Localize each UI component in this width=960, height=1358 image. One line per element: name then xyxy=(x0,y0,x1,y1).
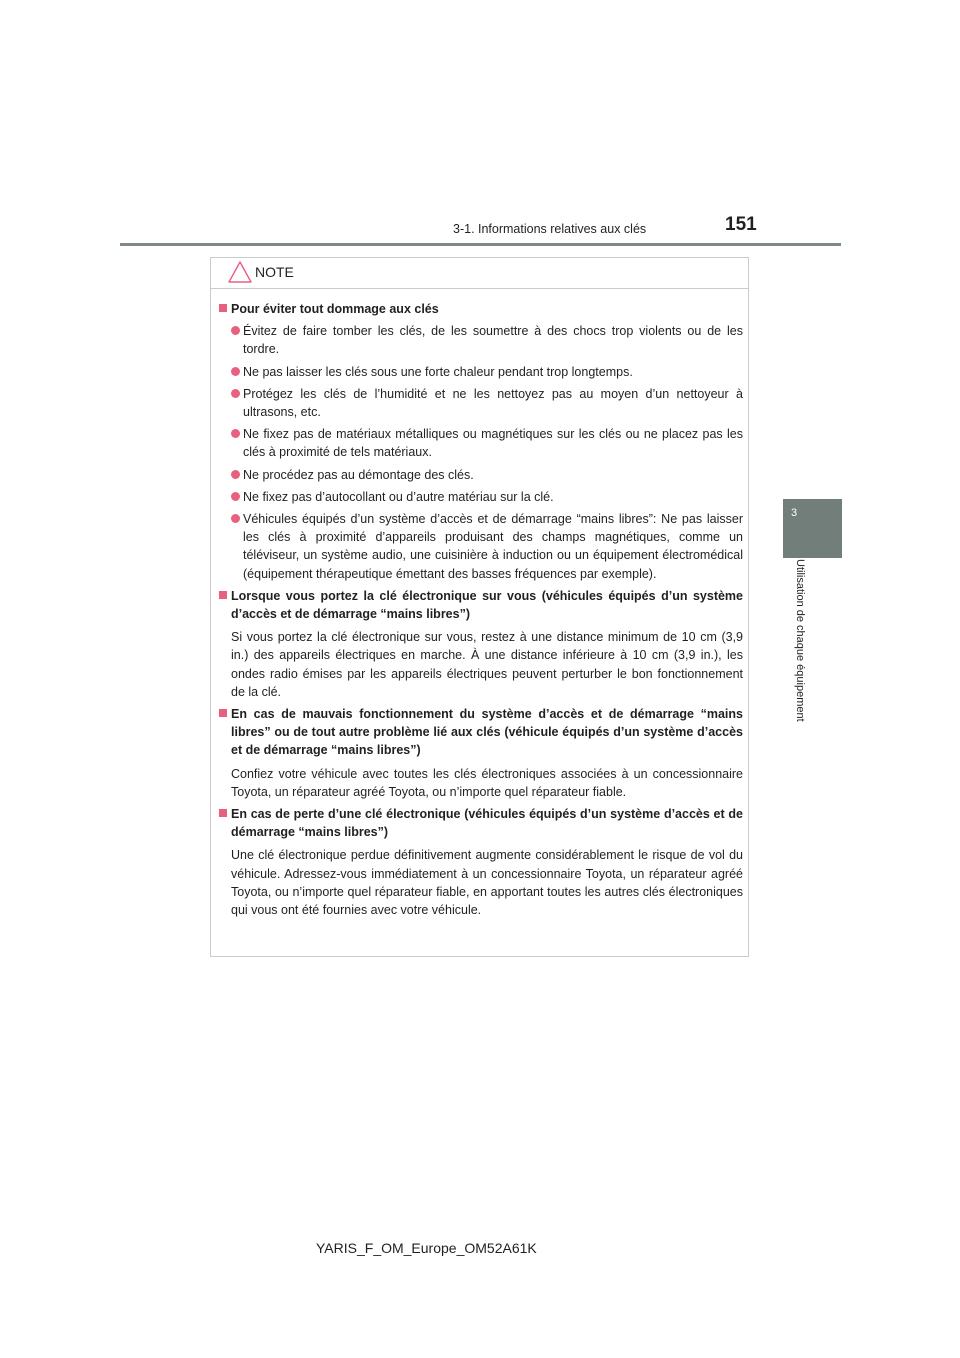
round-bullet-icon xyxy=(231,492,240,501)
chapter-side-label: Utilisation de chaque équipement xyxy=(794,559,806,722)
square-bullet-icon xyxy=(219,591,227,599)
list-item: Ne fixez pas de matériaux métalliques ou magnétiques sur les clés ou ne placez pas les clés à proximité de tels matériaux. xyxy=(231,425,743,461)
note-section-lost-key xyxy=(219,805,743,919)
round-bullet-icon xyxy=(231,514,240,523)
chapter-side-label-wrap xyxy=(783,559,808,759)
note-section-malfunction xyxy=(219,705,743,801)
square-bullet-icon xyxy=(219,304,227,312)
note-section-damage xyxy=(219,300,743,583)
note-paragraph: Confiez votre véhicule avec toutes les clés électroniques associées à un concessionnaire Toyota, un réparateur agréé Toyota, ou n’importe quel réparateur fiable. xyxy=(231,766,743,799)
list-item: Ne fixez pas d’autocollant ou d’autre matériau sur la clé. xyxy=(231,488,743,506)
list-item: Ne pas laisser les clés sous une forte chaleur pendant trop longtemps. xyxy=(231,363,743,381)
page-number: 151 xyxy=(725,214,757,235)
note-paragraph: Une clé électronique perdue définitivement augmente considérablement le risque de vol du véhicule. Adressez-vous immédiatement à un concessionnaire Toyota, un réparateur agréé Toyota, ou n’importe quel réparateur fiable, en apportant toutes les autres clés électroniques qui vous ont été fournies avec votre véhicule. xyxy=(231,848,743,918)
note-title: NOTE xyxy=(255,264,294,280)
section-title: 3-1. Informations relatives aux clés xyxy=(453,222,647,236)
note-header xyxy=(211,258,748,289)
note-paragraph: Si vous portez la clé électronique sur vous, restez à une distance minimum de 10 cm (3,9 in.) des appareils électriques en marche. À une distance inférieure à 10 cm (3,9 in.), les ondes radio émises par les appareils électriques peuvent perturber le bon fonctionnement de la clé. xyxy=(231,630,743,699)
note-body xyxy=(219,300,743,923)
chapter-tab xyxy=(783,499,842,558)
note-section-title: En cas de mauvais fonctionnement du système d’accès et de démarrage “mains libres” ou de tout autre problème lié aux clés (véhicule équipés d’un système d’accès et de démarrage “mains libres”) xyxy=(231,707,743,758)
list-item: Protégez les clés de l’humidité et ne les nettoyez pas au moyen d’un nettoyeur à ultrasons, etc. xyxy=(231,385,743,421)
note-section-carrying-key xyxy=(219,587,743,701)
document-code: YARIS_F_OM_Europe_OM52A61K xyxy=(316,1240,537,1256)
round-bullet-icon xyxy=(231,326,240,335)
note-box xyxy=(210,257,749,957)
square-bullet-icon xyxy=(219,709,227,717)
note-section-title: Pour éviter tout dommage aux clés xyxy=(231,302,439,316)
note-section-title: Lorsque vous portez la clé électronique sur vous (véhicules équipés d’un système d’accès et de démarrage “mains libres”) xyxy=(231,588,743,622)
chapter-number: 3 xyxy=(791,507,798,519)
round-bullet-icon xyxy=(231,429,240,438)
list-item: Ne procédez pas au démontage des clés. xyxy=(231,466,743,484)
round-bullet-icon xyxy=(231,470,240,479)
list-item: Évitez de faire tomber les clés, de les soumettre à des chocs trop violents ou de les tordre. xyxy=(231,322,743,358)
list-item: Véhicules équipés d’un système d’accès et de démarrage “mains libres”: Ne pas laisser les clés à proximité d’appareils produisant des champs magnétiques, comme un téléviseur, un système audio, une cuisinière à induction ou un équipement électromédical (équipement thérapeutique émettant des basses fréquences par exemple). xyxy=(231,510,743,583)
note-section-title: En cas de perte d’une clé électronique (véhicules équipés d’un système d’accès et de démarrage “mains libres”) xyxy=(231,807,743,840)
warning-triangle-icon xyxy=(228,261,252,283)
header-rule xyxy=(120,243,841,246)
round-bullet-icon xyxy=(231,389,240,398)
round-bullet-icon xyxy=(231,367,240,376)
square-bullet-icon xyxy=(219,809,227,817)
